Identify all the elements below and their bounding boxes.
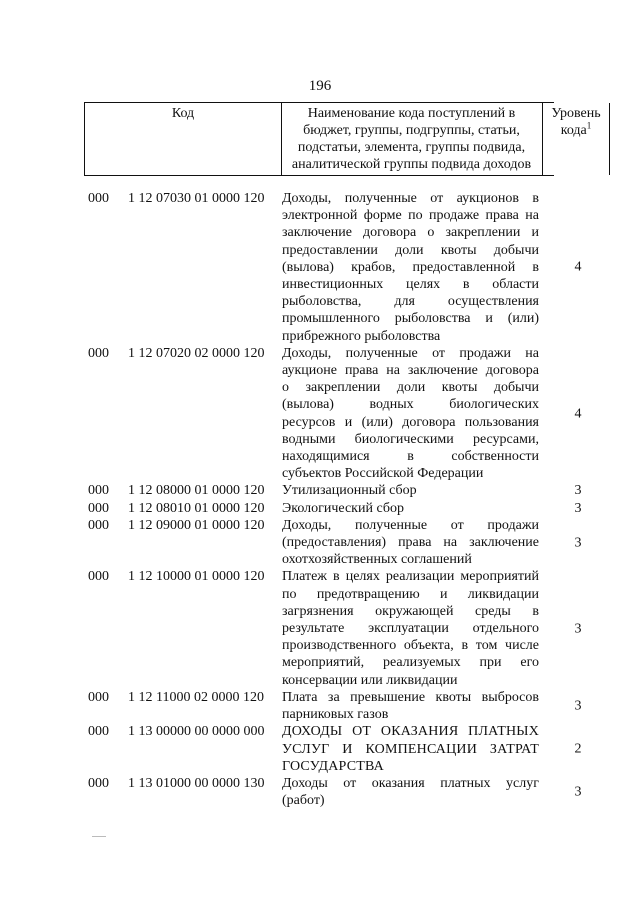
code-level: 3: [574, 483, 582, 499]
revenue-name-line: ресурсов и (или) договора пользования: [282, 414, 539, 430]
revenue-name-line: результате эксплуатации отдельного: [282, 621, 539, 637]
admin-code: 000: [88, 775, 109, 791]
header-level: Уровень кода$^1$: [551, 106, 601, 138]
footnote-marker: 1: [586, 120, 592, 131]
revenue-name-line: консервации или ликвидации: [282, 672, 458, 688]
revenue-name-line: загрязнения окружающей среды в: [282, 603, 539, 619]
revenue-name-line: прибрежного рыболовства: [282, 328, 441, 344]
table-header: [84, 102, 601, 176]
revenue-name-line: субъектов Российской Федерации: [282, 466, 484, 482]
revenue-name: [282, 500, 539, 517]
revenue-name: [282, 345, 539, 483]
revenue-name-line: водными биологическими ресурсами,: [282, 431, 539, 447]
revenue-name-line: промышленного рыболовства и (или): [282, 311, 539, 327]
revenue-name-line: Плата за превышение квоты выбросов: [282, 689, 539, 705]
revenue-code: 1 12 08010 01 0000 120: [128, 500, 265, 516]
revenue-name-line: (работ): [282, 793, 325, 809]
revenue-code: 1 12 07030 01 0000 120: [128, 191, 265, 206]
revenue-name: [282, 723, 539, 775]
revenue-name-line: аукционе права на заключение договора: [282, 363, 539, 379]
code-level: 3: [574, 698, 582, 714]
revenue-name-line: рыболовства, для осуществления: [282, 294, 539, 310]
revenue-name-line: Утилизационный сбор: [282, 483, 417, 499]
code-level: 4: [574, 406, 582, 422]
revenue-name: [282, 517, 539, 569]
revenue-name-line: охотхозяйственных соглашений: [282, 552, 472, 568]
header-name-cell: [281, 103, 543, 175]
table-row: [86, 517, 616, 569]
admin-code: 000: [88, 483, 109, 499]
table-row: [86, 689, 616, 723]
header-level-cell: [543, 103, 610, 175]
revenue-name-line: Доходы от оказания платных услуг: [282, 775, 539, 791]
revenue-name: [282, 775, 539, 809]
revenue-code: 1 12 10000 01 0000 120: [128, 569, 265, 585]
revenue-name-line: производственного объекта, в том числе: [282, 638, 539, 654]
table-row: [86, 482, 616, 499]
revenue-name-line: Платеж в целях реализации мероприятий: [282, 569, 539, 585]
revenue-name-line: (вылова) крабов, предоставленной в: [282, 259, 539, 275]
revenue-name-line: заключение договора о закреплении и: [282, 225, 539, 241]
revenue-code: 1 12 11000 02 0000 120: [128, 689, 264, 705]
code-level: 3: [574, 621, 582, 637]
admin-code: 000: [88, 569, 109, 585]
table-row: [86, 775, 616, 809]
header-code: Код: [171, 106, 195, 121]
revenue-name-line: электронной форме по продаже права на: [282, 208, 539, 224]
table-row: [86, 723, 616, 775]
revenue-name-line: (предоставления) права на заключение: [282, 535, 539, 551]
scan-artifact: [92, 836, 106, 837]
table-body: [86, 190, 616, 809]
revenue-name-line: находящимися в собственности: [282, 449, 539, 465]
revenue-name-line: инвестиционных целях в области: [282, 277, 539, 293]
revenue-name-line: ДОХОДЫ ОТ ОКАЗАНИЯ ПЛАТНЫХ: [282, 724, 539, 740]
revenue-name-line: ГОСУДАРСТВА: [282, 758, 384, 774]
revenue-name-line: Доходы, полученные от продажи: [282, 517, 539, 533]
revenue-name: [282, 689, 539, 723]
revenue-name-line: Доходы, полученные от продажи на: [282, 345, 539, 361]
revenue-code: 1 12 07020 02 0000 120: [128, 345, 265, 361]
revenue-name-line: Экологический сбор: [282, 500, 404, 516]
revenue-code: 1 12 08000 01 0000 120: [128, 483, 265, 499]
table-row: [86, 500, 616, 517]
code-level: 3: [574, 500, 582, 516]
revenue-code: 1 13 01000 00 0000 130: [128, 775, 265, 791]
admin-code: 000: [88, 345, 109, 361]
revenue-name-line: мероприятий, реализуемых при его: [282, 655, 539, 671]
revenue-name-line: о закреплении доли квоты добычи: [282, 380, 539, 396]
revenue-code: 1 13 00000 00 0000 000: [128, 724, 265, 740]
revenue-name-line: предоставлении доли квоты добычи: [282, 242, 539, 258]
code-level: 3: [574, 784, 582, 800]
revenue-name-line: по предотвращению и ликвидации: [282, 586, 539, 602]
header-name: Наименование кода поступлений в бюджет, группы, подгруппы, статьи, подстатьи, элемента, группы подвида, аналитической группы подвида доходов: [291, 106, 532, 172]
admin-code: 000: [88, 191, 109, 206]
revenue-name: [282, 190, 539, 345]
admin-code: 000: [88, 689, 109, 705]
admin-code: 000: [88, 724, 109, 740]
revenue-name-line: (вылова) водных биологических: [282, 397, 539, 413]
revenue-name-line: УСЛУГ И КОМПЕНСАЦИИ ЗАТРАТ: [282, 741, 539, 757]
revenue-name: [282, 482, 539, 499]
header-code-cell: [84, 103, 282, 175]
code-level: 3: [574, 535, 582, 551]
revenue-code: 1 12 09000 01 0000 120: [128, 517, 265, 533]
code-level: 4: [574, 259, 582, 275]
revenue-name-line: Доходы, полученные от аукционов в: [282, 191, 539, 206]
table-row: [86, 568, 616, 688]
revenue-name: [282, 568, 539, 688]
admin-code: 000: [88, 500, 109, 516]
table-row: [86, 345, 616, 483]
admin-code: 000: [88, 517, 109, 533]
page-number: 196: [308, 78, 332, 94]
revenue-name-line: парниковых газов: [282, 707, 389, 723]
code-level: 2: [574, 741, 582, 757]
table-row: [86, 190, 616, 345]
